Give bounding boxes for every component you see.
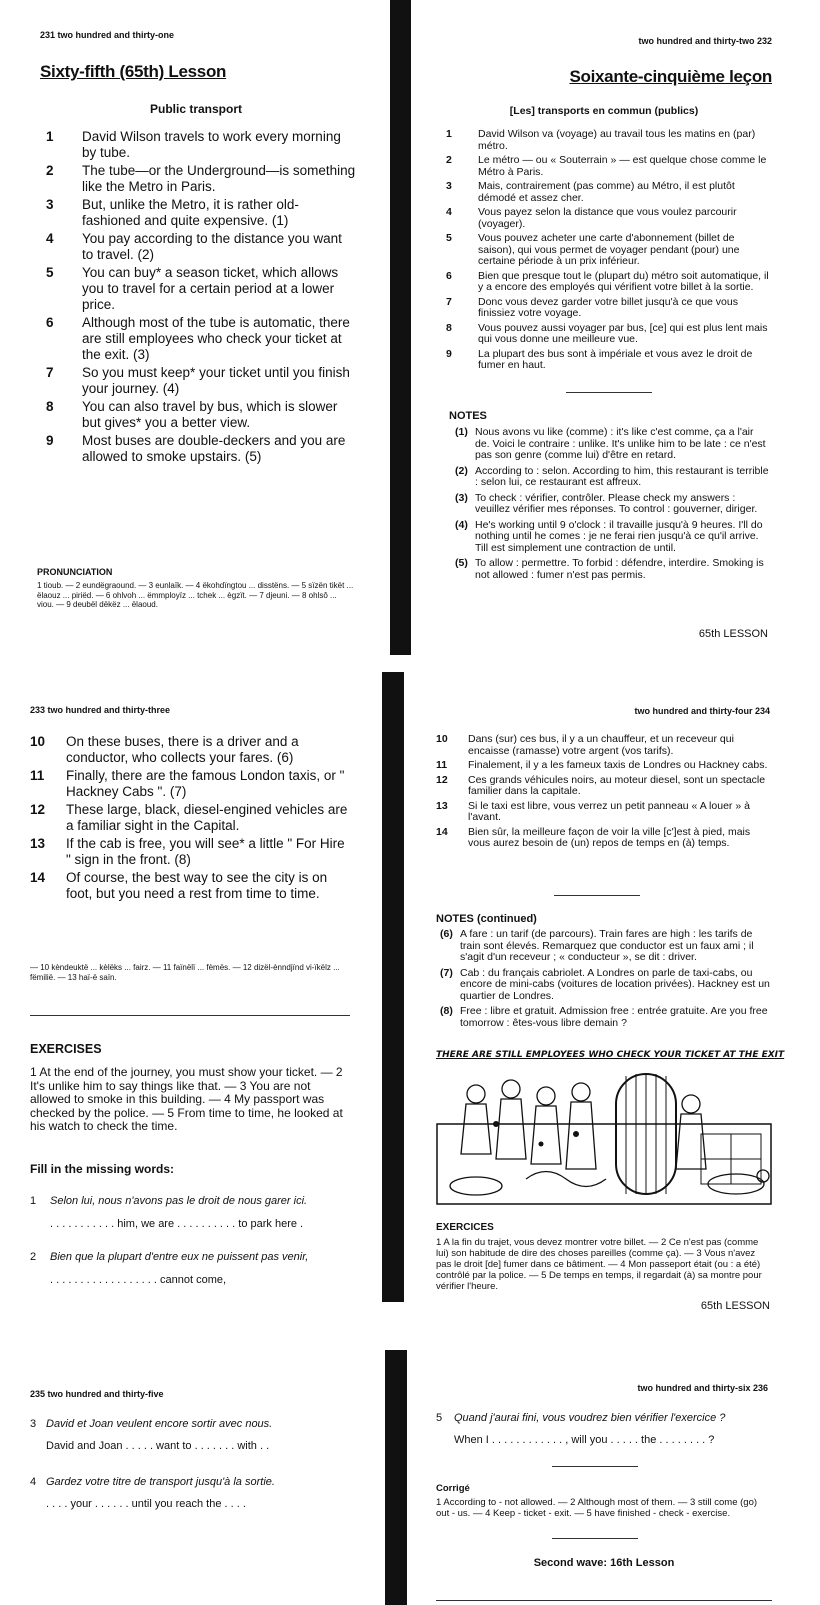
- binding-gutter-top: [390, 0, 411, 655]
- page-231-sentence-item: [46, 433, 356, 465]
- page-236-divider-2: [552, 1538, 638, 1539]
- page-232-sentence-item-number: 4: [446, 206, 452, 218]
- page-233-sentence-item-text: These large, black, diesel-engined vehicles are a familiar sight in the Capital.: [66, 802, 348, 833]
- page-231-sentence-item-number: 8: [46, 399, 54, 414]
- page-234-note-item-number: (6): [440, 928, 453, 940]
- page-232-sentence-item: [446, 297, 772, 320]
- page-232-notes-title: NOTES: [449, 410, 487, 422]
- page-233-fill-2-number: 2: [30, 1251, 37, 1263]
- page-231-sentence-item-number: 9: [46, 433, 54, 448]
- cartoon-caption: THERE ARE STILL EMPLOYEES WHO CHECK YOUR TICKET AT THE EXIT: [436, 1050, 785, 1060]
- page-233-fill-2-answer: . . . . . . . . . . . . . . . . . . cannot come,: [50, 1274, 227, 1286]
- page-234-note-item-text: A fare : un tarif (de parcours). Train fares are high : les tarifs de train sont élevés. Remarquez que conductor est un faux ami ; il s'agit d'un receveur ; « conducteur », se dit : driver.: [460, 928, 754, 963]
- page-233-exercises-title: EXERCISES: [30, 1042, 102, 1056]
- page-231-sentence-item-number: 7: [46, 365, 54, 380]
- page-236-corrige-title: Corrigé: [436, 1483, 470, 1494]
- page-235-fill-4-answer: . . . . your . . . . . . until you reach the . . . .: [46, 1498, 246, 1510]
- page-232-sentence-item-text: Vous payez selon la distance que vous voulez parcourir (voyager).: [478, 206, 737, 230]
- page-232-sentence-item-text: Vous pouvez aussi voyager par bus, [ce] qui est plus lent mais qui vous donne une meilleure vue.: [478, 321, 768, 345]
- page-233-exercises-text: 1 At the end of the journey, you must show your ticket. — 2 It's unlike him to say things like that. — 3 You are not allowed to smoke in this building. — 4 My passport was checked by the police. — 5 From time to time, he looked at his watch to check the time.: [30, 1065, 343, 1133]
- page-232-sentence-item-text: Mais, contrairement (pas comme) au Métro, il est plutôt démodé et assez cher.: [478, 180, 735, 204]
- page-231-sentence-item-text: So you must keep* your ticket until you finish your journey. (4): [82, 365, 350, 396]
- cartoon-drawing: [436, 1064, 772, 1206]
- page-236-fill-5-number: 5: [436, 1412, 443, 1424]
- page-234-sentence-item-text: Ces grands véhicules noirs, au moteur diesel, sont un spectacle familier dans la capitale.: [468, 773, 766, 797]
- page-232-sentence-item: [446, 349, 772, 372]
- page-234-notes-title: NOTES (continued): [436, 913, 537, 925]
- page-231-sentence-item-text: But, unlike the Metro, it is rather old-fashioned and quite expensive. (1): [82, 197, 299, 228]
- page-232-sentence-item: [446, 207, 772, 230]
- page-231-sentence-item-text: You can also travel by bus, which is slower but gives* you a better view.: [82, 399, 338, 430]
- page-232-header: two hundred and thirty-two 232: [638, 36, 772, 46]
- page-231-sentence-item-text: You pay according to the distance you want to travel. (2): [82, 231, 342, 262]
- page-235-fill-3-number: 3: [30, 1418, 37, 1430]
- page-231-sentence-item: [46, 129, 356, 161]
- page-235-fill-3-answer: David and Joan . . . . . want to . . . . . . . with . .: [46, 1440, 270, 1452]
- page-232-footer: 65th LESSON: [698, 628, 768, 640]
- page-234-sentence-item: [436, 760, 772, 772]
- page-233-sentence-item: [30, 870, 350, 902]
- page-232-sentence-item-text: Bien que presque tout le (plupart du) métro soit automatique, il y a encore des employés qui vérifient votre billet à la sortie.: [478, 269, 769, 293]
- page-234-sentence-item-number: 13: [436, 799, 448, 812]
- page-234-sentence-item: [436, 801, 772, 824]
- page-232-note-item: [455, 558, 770, 581]
- page-231-sentence-item-text: David Wilson travels to work every morning by tube.: [82, 129, 341, 160]
- page-233-fill-title: Fill in the missing words:: [30, 1162, 175, 1176]
- page-234-sentence-item-number: 14: [436, 825, 448, 838]
- page-232-note-item: [455, 493, 770, 516]
- page-231-sentence-item-number: 2: [46, 163, 54, 178]
- page-236-header: two hundred and thirty-six 236: [637, 1383, 768, 1393]
- page-232-sentence-item: [446, 233, 772, 268]
- page-236-fill-5-answer: When I . . . . . . . . . . . . , will you . . . . . the . . . . . . . . ?: [454, 1434, 715, 1446]
- binding-gutter-bottom: [385, 1350, 407, 1605]
- page-232-sentence-item-number: 2: [446, 154, 452, 166]
- page-233-sentence-item-number: 11: [30, 768, 45, 783]
- page-234-sentence-item-text: Si le taxi est libre, vous verrez un petit panneau « A louer » à l'avant.: [468, 799, 750, 823]
- page-232-divider: [566, 392, 652, 393]
- page-233-lesson-list: [30, 734, 350, 904]
- page-232-subtitle: [Les] transports en commun (publics): [509, 105, 699, 117]
- page-233-sentence-item: [30, 802, 350, 834]
- page-231-sentence-item: [46, 265, 356, 313]
- page-232-note-item-text: He's working until 9 o'clock : il travaille jusqu'à 9 heures. I'll do nothing until he comes : je ne ferai rien jusqu'à ce qu'il arrive. Till est simplement une contraction de until.: [475, 518, 763, 554]
- page-233-sentence-item-text: On these buses, there is a driver and a conductor, who collects your fares. (6): [66, 734, 299, 765]
- page-231-sentence-item-text: Most buses are double-deckers and you are allowed to smoke upstairs. (5): [82, 433, 346, 464]
- page-231-sentence-item: [46, 163, 356, 195]
- page-233-sentence-item-text: Of course, the best way to see the city is on foot, but you need a rest from time to time.: [66, 870, 328, 901]
- page-233-pronunciation-text: — 10 kèndeuktë ... kèlëks ... fairz. — 11 faïnëlï ... fèmës. — 12 dizël-ènndjïnd vi-ïkëlz ... fëmilië. — 13 haï-ë saïn.: [30, 963, 340, 982]
- page-232-note-item-text: To allow : permettre. To forbid : défendre, interdire. Smoking is not allowed : fumer n'est pas permis.: [475, 557, 764, 581]
- binding-gutter-middle: [382, 672, 404, 1302]
- page-233-fill-2-question: Bien que la plupart d'entre eux ne puissent pas venir,: [50, 1251, 309, 1263]
- page-235-header: 235 two hundred and thirty-five: [30, 1389, 164, 1399]
- page-234-footer: 65th LESSON: [700, 1300, 770, 1312]
- page-233-sentence-item-text: If the cab is free, you will see* a little " For Hire " sign in the front. (8): [66, 836, 345, 867]
- page-236-corrige-text: 1 According to - not allowed. — 2 Although most of them. — 3 still come (go) out - us. — 4 Keep - ticket - exit. — 5 have finished - check - exercise.: [436, 1497, 758, 1519]
- page-233-divider: [30, 1015, 350, 1016]
- page-232-note-item-number: (3): [455, 491, 468, 504]
- page-236-fill-5-question: Quand j'aurai fini, vous voudrez bien vérifier l'exercice ?: [454, 1412, 726, 1424]
- page-231-sentence-item-number: 3: [46, 197, 54, 212]
- page-236-divider-1: [552, 1466, 638, 1467]
- page-234-note-item: [440, 968, 772, 1003]
- page-233-sentence-item-text: Finally, there are the famous London taxis, or " Hackney Cabs ". (7): [66, 768, 345, 799]
- page-231-title: Sixty-fifth (65th) Lesson: [40, 62, 227, 81]
- page-232-sentence-item-number: 1: [446, 128, 452, 140]
- page-234-sentence-item-number: 10: [436, 733, 448, 745]
- page-231-sentence-item-text: The tube—or the Underground—is something like the Metro in Paris.: [82, 163, 356, 194]
- page-234-sentence-item: [436, 775, 772, 798]
- page-232-note-item-text: According to : selon. According to him, this restaurant is terrible : selon lui, ce restaurant est affreux.: [475, 464, 769, 488]
- page-234-notes: [440, 929, 772, 1033]
- page-232-note-item-number: (5): [455, 557, 468, 569]
- page-233-sentence-item-number: 13: [30, 836, 46, 851]
- page-231-sentence-item: [46, 365, 356, 397]
- page-232-sentence-item: [446, 155, 772, 178]
- page-231-lesson-list: [46, 129, 356, 467]
- page-234-note-item-number: (7): [440, 966, 453, 979]
- page-231-sentence-item: [46, 399, 356, 431]
- page-232-sentence-item: [446, 181, 772, 204]
- page-232-sentence-item-number: 8: [446, 321, 452, 334]
- page-231-pronunciation-title: PRONUNCIATION: [37, 567, 113, 577]
- page-233-fill-1-question: Selon lui, nous n'avons pas le droit de nous garer ici.: [50, 1195, 308, 1207]
- page-234-divider: [554, 895, 640, 896]
- page-232-title: Soixante-cinquième leçon: [569, 67, 772, 86]
- page-234-note-item-number: (8): [440, 1005, 453, 1017]
- page-231-sentence-item-number: 4: [46, 231, 54, 246]
- page-234-exercises-title: EXERCICES: [436, 1222, 494, 1233]
- page-231-sentence-item-number: 6: [46, 315, 54, 330]
- page-232-notes: [455, 427, 770, 585]
- page-232-note-item-number: (1): [455, 426, 468, 438]
- page-235-fill-3-question: David et Joan veulent encore sortir avec nous.: [46, 1418, 273, 1430]
- page-235-fill-4-number: 4: [30, 1476, 37, 1488]
- page-232-note-item: [455, 520, 770, 555]
- page-236-bottom-rule: [436, 1600, 772, 1601]
- page-232-sentence-item-text: Vous pouvez acheter une carte d'abonnement (billet de saison), qui vous permet de voyager pendant (pour) une certaine période à un prix inférieur.: [478, 232, 740, 267]
- page-232-note-item: [455, 427, 770, 462]
- page-234-note-item: [440, 929, 772, 964]
- page-231-sentence-item-number: 5: [46, 265, 54, 280]
- page-231-sentence-item: [46, 231, 356, 263]
- page-234-sentence-item: [436, 827, 772, 850]
- cartoon-illustration: [436, 1050, 785, 1205]
- page-234-note-item-text: Free : libre et gratuit. Admission free : entrée gratuite. Are you free tomorrow : êtes-vous libre demain ?: [460, 1005, 768, 1029]
- page-232-sentence-item-number: 9: [446, 347, 452, 360]
- page-233-sentence-item: [30, 836, 350, 868]
- page-232-sentence-item-text: David Wilson va (voyage) au travail tous les matins en (par) métro.: [478, 128, 756, 152]
- page-235-fill-4-question: Gardez votre titre de transport jusqu'à la sortie.: [46, 1476, 275, 1488]
- page-234-sentence-item-number: 12: [436, 773, 448, 786]
- page-233-fill-1-number: 1: [30, 1195, 37, 1207]
- page-233-fill-1-answer: . . . . . . . . . . . him, we are . . . . . . . . . . to park here .: [50, 1218, 304, 1230]
- page-233-sentence-item: [30, 768, 350, 800]
- page-232-sentence-item-text: Le métro — ou « Souterrain » — est quelque chose comme le Métro à Paris.: [478, 154, 767, 178]
- page-232-sentence-item: [446, 271, 772, 294]
- page-232-sentence-item: [446, 323, 772, 346]
- page-231-sentence-item-text: You can buy* a season ticket, which allows you to travel for a certain period at a lower price.: [82, 265, 339, 312]
- page-232-note-item-number: (4): [455, 518, 468, 531]
- page-232-sentence-item: [446, 129, 772, 152]
- page-232-sentence-item-text: La plupart des bus sont à impériale et vous avez le droit de fumer en haut.: [478, 347, 753, 371]
- page-232-sentence-item-number: 3: [446, 180, 452, 192]
- page-232-lesson-list: [446, 129, 772, 375]
- page-231-sentence-item-text: Although most of the tube is automatic, there are still employees who check your ticket at the exit. (3): [82, 315, 350, 362]
- page-233-sentence-item-number: 10: [30, 734, 46, 749]
- page-232-note-item: [455, 466, 770, 489]
- page-231-header: 231 two hundred and thirty-one: [40, 30, 175, 40]
- page-234-sentence-item-text: Dans (sur) ces bus, il y a un chauffeur, et un receveur qui encaisse (ramasse) votre argent (vos tarifs).: [468, 733, 734, 757]
- page-234-exercises-text: 1 A la fin du trajet, vous devez montrer votre billet. — 2 Ce n'est pas (comme lui) son habitude de dire des choses pareilles (comme ça). — 3 Vous n'avez pas le droit [de] fumer dans ce bâtiment. — 4 Mon passeport était (ou : a été) contrôlé par la police. — 5 De temps en temps, il regardait (à) sa montre pour vérifier l'heure.: [436, 1237, 762, 1292]
- page-232-note-item-number: (2): [455, 464, 468, 477]
- page-234-sentence-item-text: Bien sûr, la meilleure façon de voir la ville [c']est à pied, mais vous aurez besoin de (un) repos de temps en (à) temps.: [468, 825, 751, 849]
- page-234-note-item-text: Cab : du français cabriolet. A Londres on parle de taxi-cabs, ou encore de mini-cabs (voitures de location privées). Hackney est un quartier de Londres.: [460, 966, 770, 1002]
- page-234-sentence-item: [436, 734, 772, 757]
- page-234-header: two hundred and thirty-four 234: [634, 706, 770, 716]
- page-233-header: 233 two hundred and thirty-three: [30, 705, 171, 715]
- page-231-sentence-item: [46, 315, 356, 363]
- page-231-subtitle: Public transport: [149, 102, 242, 116]
- page-236-second-wave: Second wave: 16th Lesson: [533, 1557, 675, 1569]
- page-233-sentence-item-number: 14: [30, 870, 46, 885]
- page-231-sentence-item: [46, 197, 356, 229]
- page-234-sentence-item-number: 11: [436, 759, 448, 771]
- page-231-sentence-item-number: 1: [46, 129, 54, 144]
- page-232-note-item-text: Nous avons vu like (comme) : it's like c'est comme, ça a l'air de. Voici le contraire : unlike. It's unlike him to be late : ce n'est pas son genre (comme lui) d'être en retard.: [475, 426, 766, 461]
- page-232-sentence-item-text: Donc vous devez garder votre billet jusqu'à ce que vous finissiez votre voyage.: [478, 295, 738, 319]
- page-231-pronunciation-text: 1 tioub. — 2 eundëgraound. — 3 eunlaïk. — 4 ëkohdïngtou ... disstëns. — 5 sïzën tikët ... ëlaouz ... piriëd. — 6 ohlvoh ... ëmmployïz ... tchek ... ègzït. — 7 djeuni. — 8 ohlsô ... viou. — 9 deubël dëkëz ... ëlaoud.: [37, 581, 354, 609]
- page-234-sentence-item-text: Finalement, il y a les fameux taxis de Londres ou Hackney cabs.: [468, 759, 768, 771]
- page-233-sentence-item: [30, 734, 350, 766]
- page-234-note-item: [440, 1006, 772, 1029]
- page-232-sentence-item-number: 5: [446, 232, 452, 244]
- page-234-lesson-list: [436, 734, 772, 853]
- page-232-sentence-item-number: 7: [446, 295, 452, 308]
- page-232-sentence-item-number: 6: [446, 269, 452, 282]
- page-232-note-item-text: To check : vérifier, contrôler. Please check my answers : veuillez vérifier mes réponses. To control : gouverner, diriger.: [475, 491, 758, 515]
- page-233-sentence-item-number: 12: [30, 802, 46, 817]
